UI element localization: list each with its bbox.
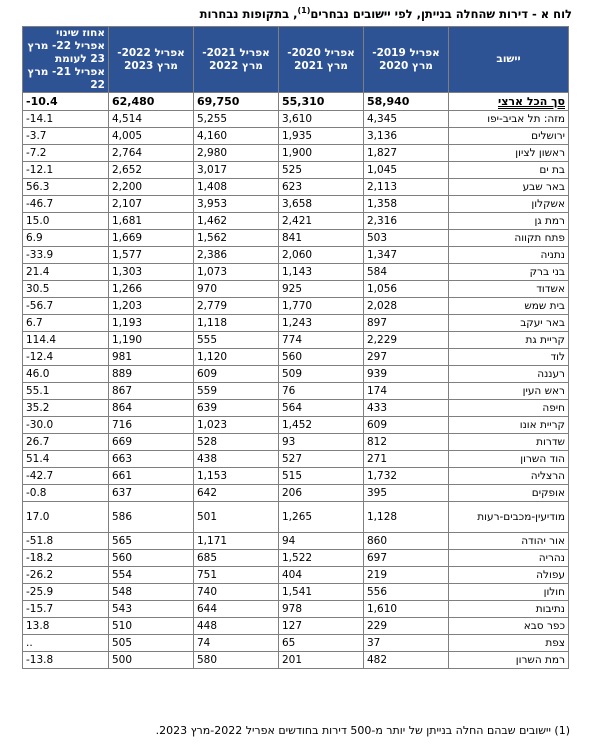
cell-period-2019-2020: 897 [364,315,449,332]
cell-period-2020-2021: 3,610 [279,111,364,128]
table-row [23,468,569,485]
cell-settlement: חיפה [449,400,569,417]
table-body [23,93,569,669]
cell-period-2019-2020: 1,045 [364,162,449,179]
cell-period-2019-2020: 1,732 [364,468,449,485]
table-row [23,247,569,264]
cell-period-2021-2022: 3,017 [194,162,279,179]
cell-period-2021-2022: 559 [194,383,279,400]
cell-period-2020-2021: 509 [279,366,364,383]
cell-settlement: אור יהודה [449,533,569,550]
table-row [23,434,569,451]
cell-period-2019-2020: 58,940 [364,93,449,111]
cell-period-2020-2021: 925 [279,281,364,298]
cell-period-2021-2022: 639 [194,400,279,417]
table-row [23,145,569,162]
cell-period-2022-2023: 586 [109,502,194,533]
cell-period-2022-2023: 669 [109,434,194,451]
cell-period-2021-2022: 1,462 [194,213,279,230]
cell-period-2019-2020: 860 [364,533,449,550]
cell-settlement: רמת גן [449,213,569,230]
cell-period-2021-2022: 1,562 [194,230,279,247]
cell-percent-change: -18.2 [23,550,109,567]
cell-period-2019-2020: 229 [364,618,449,635]
cell-percent-change: 35.2 [23,400,109,417]
table-row [23,230,569,247]
cell-percent-change: .. [23,635,109,652]
cell-period-2022-2023: 716 [109,417,194,434]
cell-period-2020-2021: 841 [279,230,364,247]
cell-settlement: רעננה [449,366,569,383]
cell-period-2019-2020: 503 [364,230,449,247]
table-row [23,550,569,567]
cell-period-2019-2020: 3,136 [364,128,449,145]
cell-percent-change: -13.8 [23,652,109,669]
cell-settlement: עפולה [449,567,569,584]
cell-period-2021-2022: 2,980 [194,145,279,162]
table-row [23,179,569,196]
cell-percent-change: -0.8 [23,485,109,502]
title-main: לוח א - דירות שהחלה בנייתן, לפי יישובים נבחרים [310,6,572,21]
cell-percent-change: 15.0 [23,213,109,230]
cell-period-2021-2022: 438 [194,451,279,468]
cell-period-2022-2023: 2,764 [109,145,194,162]
cell-settlement: קריית גת [449,332,569,349]
cell-period-2022-2023: 2,200 [109,179,194,196]
cell-period-2021-2022: 448 [194,618,279,635]
cell-percent-change: -15.7 [23,601,109,618]
table-row [23,111,569,128]
cell-period-2019-2020: 584 [364,264,449,281]
cell-percent-change: 13.8 [23,618,109,635]
cell-period-2020-2021: 1,243 [279,315,364,332]
cell-period-2022-2023: 663 [109,451,194,468]
cell-settlement: צפת [449,635,569,652]
cell-period-2021-2022: 1,120 [194,349,279,366]
cell-period-2019-2020: 1,358 [364,196,449,213]
cell-period-2022-2023: 889 [109,366,194,383]
cell-period-2020-2021: 3,658 [279,196,364,213]
table-row [23,451,569,468]
cell-percent-change: -14.1 [23,111,109,128]
cell-period-2022-2023: 510 [109,618,194,635]
table-row [23,349,569,366]
cell-percent-change: -3.7 [23,128,109,145]
cell-period-2020-2021: 527 [279,451,364,468]
cell-percent-change: -12.4 [23,349,109,366]
table-row [23,533,569,550]
cell-percent-change: 56.3 [23,179,109,196]
cell-settlement: ירושלים [449,128,569,145]
cell-period-2021-2022: 2,779 [194,298,279,315]
table-row [23,162,569,179]
cell-percent-change: -33.9 [23,247,109,264]
cell-period-2019-2020: 1,827 [364,145,449,162]
table-row [23,618,569,635]
header-settlement: יישוב [449,27,569,93]
cell-period-2021-2022: 5,255 [194,111,279,128]
cell-period-2019-2020: 1,347 [364,247,449,264]
cell-percent-change: 30.5 [23,281,109,298]
cell-settlement: ראשון לציון [449,145,569,162]
cell-percent-change: -25.9 [23,584,109,601]
cell-period-2019-2020: 1,056 [364,281,449,298]
cell-settlement: בת ים [449,162,569,179]
cell-period-2020-2021: 1,452 [279,417,364,434]
total-row [23,93,569,111]
cell-period-2021-2022: 3,953 [194,196,279,213]
cell-period-2020-2021: 525 [279,162,364,179]
cell-period-2019-2020: 4,345 [364,111,449,128]
cell-settlement: מזה: תל אביב-יפו [449,111,569,128]
cell-percent-change: 6.7 [23,315,109,332]
cell-period-2020-2021: 1,522 [279,550,364,567]
cell-period-2020-2021: 774 [279,332,364,349]
cell-period-2022-2023: 560 [109,550,194,567]
cell-period-2020-2021: 515 [279,468,364,485]
cell-settlement: בני ברק [449,264,569,281]
table-row [23,400,569,417]
table-row [23,417,569,434]
cell-period-2020-2021: 623 [279,179,364,196]
cell-period-2021-2022: 970 [194,281,279,298]
cell-period-2021-2022: 501 [194,502,279,533]
cell-period-2022-2023: 1,193 [109,315,194,332]
cell-settlement: רמת השרון [449,652,569,669]
cell-period-2021-2022: 685 [194,550,279,567]
cell-period-2022-2023: 554 [109,567,194,584]
table-row [23,264,569,281]
cell-settlement: הוד השרון [449,451,569,468]
cell-period-2019-2020: 395 [364,485,449,502]
cell-period-2022-2023: 548 [109,584,194,601]
cell-settlement: ראש העין [449,383,569,400]
cell-period-2019-2020: 609 [364,417,449,434]
cell-period-2022-2023: 1,669 [109,230,194,247]
table-row [23,281,569,298]
cell-period-2019-2020: 37 [364,635,449,652]
cell-period-2022-2023: 1,681 [109,213,194,230]
cell-period-2022-2023: 661 [109,468,194,485]
header-period-2020-2021: אפריל 2020- מרץ 2021 [279,27,364,93]
cell-settlement: נתיבות [449,601,569,618]
cell-period-2019-2020: 219 [364,567,449,584]
cell-period-2021-2022: 1,073 [194,264,279,281]
cell-period-2020-2021: 1,770 [279,298,364,315]
cell-period-2021-2022: 580 [194,652,279,669]
cell-period-2020-2021: 94 [279,533,364,550]
cell-settlement: קריית אונו [449,417,569,434]
table-row [23,567,569,584]
cell-period-2021-2022: 528 [194,434,279,451]
cell-percent-change: -12.1 [23,162,109,179]
cell-settlement: הרצליה [449,468,569,485]
cell-period-2022-2023: 981 [109,349,194,366]
cell-period-2022-2023: 1,190 [109,332,194,349]
housing-starts-table [22,26,569,669]
cell-settlement: כפר סבא [449,618,569,635]
cell-period-2022-2023: 2,107 [109,196,194,213]
cell-percent-change: -42.7 [23,468,109,485]
cell-period-2019-2020: 297 [364,349,449,366]
table-title [12,4,572,21]
cell-period-2019-2020: 271 [364,451,449,468]
cell-period-2020-2021: 1,143 [279,264,364,281]
cell-period-2021-2022: 751 [194,567,279,584]
cell-settlement: בית שמש [449,298,569,315]
cell-percent-change: 46.0 [23,366,109,383]
cell-percent-change: -26.2 [23,567,109,584]
cell-period-2020-2021: 564 [279,400,364,417]
cell-settlement: לוד [449,349,569,366]
cell-period-2022-2023: 565 [109,533,194,550]
cell-settlement: נהריה [449,550,569,567]
table-row [23,298,569,315]
cell-period-2020-2021: 404 [279,567,364,584]
cell-percent-change: 55.1 [23,383,109,400]
table-row [23,601,569,618]
cell-period-2020-2021: 206 [279,485,364,502]
table-row [23,213,569,230]
cell-period-2020-2021: 560 [279,349,364,366]
cell-period-2021-2022: 609 [194,366,279,383]
cell-period-2020-2021: 76 [279,383,364,400]
cell-period-2022-2023: 4,005 [109,128,194,145]
cell-period-2020-2021: 978 [279,601,364,618]
cell-period-2022-2023: 543 [109,601,194,618]
cell-period-2020-2021: 93 [279,434,364,451]
cell-period-2021-2022: 1,118 [194,315,279,332]
table-row [23,315,569,332]
cell-period-2022-2023: 637 [109,485,194,502]
table-row [23,635,569,652]
cell-period-2020-2021: 1,935 [279,128,364,145]
cell-percent-change: 26.7 [23,434,109,451]
table-row [23,366,569,383]
cell-period-2019-2020: 1,610 [364,601,449,618]
cell-percent-change: -46.7 [23,196,109,213]
cell-percent-change: 51.4 [23,451,109,468]
cell-period-2022-2023: 505 [109,635,194,652]
cell-percent-change: -56.7 [23,298,109,315]
cell-settlement: אופקים [449,485,569,502]
cell-percent-change: 6.9 [23,230,109,247]
cell-period-2021-2022: 740 [194,584,279,601]
table-row [23,196,569,213]
cell-period-2021-2022: 642 [194,485,279,502]
cell-period-2019-2020: 697 [364,550,449,567]
cell-settlement: סך הכל ארצי [449,93,569,111]
title-tail: , בתקופות נבחרות [199,6,298,21]
cell-percent-change: 17.0 [23,502,109,533]
cell-percent-change: 21.4 [23,264,109,281]
cell-period-2020-2021: 2,421 [279,213,364,230]
footnote: (1) יישובים שבהם החלה בנייתן של יותר מ-500 דירות בחודשים אפריל 2022-מרץ 2023. [155,724,570,737]
cell-percent-change: -10.4 [23,93,109,111]
cell-percent-change: -30.0 [23,417,109,434]
cell-period-2019-2020: 556 [364,584,449,601]
cell-settlement: באר יעקב [449,315,569,332]
cell-period-2019-2020: 2,316 [364,213,449,230]
cell-percent-change: -51.8 [23,533,109,550]
cell-period-2019-2020: 2,028 [364,298,449,315]
table-row [23,128,569,145]
cell-period-2021-2022: 1,153 [194,468,279,485]
cell-period-2022-2023: 500 [109,652,194,669]
cell-period-2022-2023: 1,577 [109,247,194,264]
table-row [23,383,569,400]
title-footnote-ref: (1) [297,6,311,15]
cell-period-2021-2022: 74 [194,635,279,652]
cell-period-2022-2023: 1,303 [109,264,194,281]
header-percent-change: אחוז שינוי אפריל 22- מרץ 23 לעומת אפריל 21- מרץ 22 [23,27,109,93]
cell-settlement: מודיעין-מכבים-רעות [449,502,569,533]
cell-period-2020-2021: 2,060 [279,247,364,264]
cell-percent-change: -7.2 [23,145,109,162]
cell-period-2021-2022: 644 [194,601,279,618]
cell-period-2022-2023: 1,266 [109,281,194,298]
cell-period-2022-2023: 867 [109,383,194,400]
cell-period-2022-2023: 62,480 [109,93,194,111]
cell-period-2019-2020: 433 [364,400,449,417]
cell-period-2020-2021: 1,900 [279,145,364,162]
cell-period-2022-2023: 1,203 [109,298,194,315]
cell-period-2021-2022: 1,023 [194,417,279,434]
cell-period-2020-2021: 1,265 [279,502,364,533]
cell-period-2020-2021: 127 [279,618,364,635]
header-period-2021-2022: אפריל 2021- מרץ 2022 [194,27,279,93]
cell-settlement: שדרות [449,434,569,451]
cell-period-2020-2021: 55,310 [279,93,364,111]
cell-settlement: באר שבע [449,179,569,196]
table-row [23,485,569,502]
cell-settlement: אשדוד [449,281,569,298]
header-period-2019-2020: אפריל 2019- מרץ 2020 [364,27,449,93]
table-row [23,584,569,601]
cell-period-2020-2021: 1,541 [279,584,364,601]
cell-period-2019-2020: 812 [364,434,449,451]
cell-period-2021-2022: 4,160 [194,128,279,145]
cell-period-2019-2020: 482 [364,652,449,669]
cell-period-2022-2023: 4,514 [109,111,194,128]
cell-settlement: נתניה [449,247,569,264]
table-row [23,652,569,669]
cell-percent-change: 114.4 [23,332,109,349]
cell-settlement: חולון [449,584,569,601]
cell-period-2021-2022: 1,408 [194,179,279,196]
cell-period-2019-2020: 2,113 [364,179,449,196]
cell-period-2019-2020: 1,128 [364,502,449,533]
cell-period-2021-2022: 1,171 [194,533,279,550]
header-period-2022-2023: אפריל 2022- מרץ 2023 [109,27,194,93]
header-row [23,27,569,93]
table-row [23,502,569,533]
table-row [23,332,569,349]
cell-period-2019-2020: 2,229 [364,332,449,349]
cell-settlement: אשקלון [449,196,569,213]
cell-period-2020-2021: 65 [279,635,364,652]
cell-period-2021-2022: 555 [194,332,279,349]
cell-period-2019-2020: 174 [364,383,449,400]
cell-period-2022-2023: 864 [109,400,194,417]
cell-period-2019-2020: 939 [364,366,449,383]
cell-settlement: פתח תקווה [449,230,569,247]
cell-period-2021-2022: 69,750 [194,93,279,111]
cell-period-2021-2022: 2,386 [194,247,279,264]
cell-period-2022-2023: 2,652 [109,162,194,179]
cell-period-2020-2021: 201 [279,652,364,669]
